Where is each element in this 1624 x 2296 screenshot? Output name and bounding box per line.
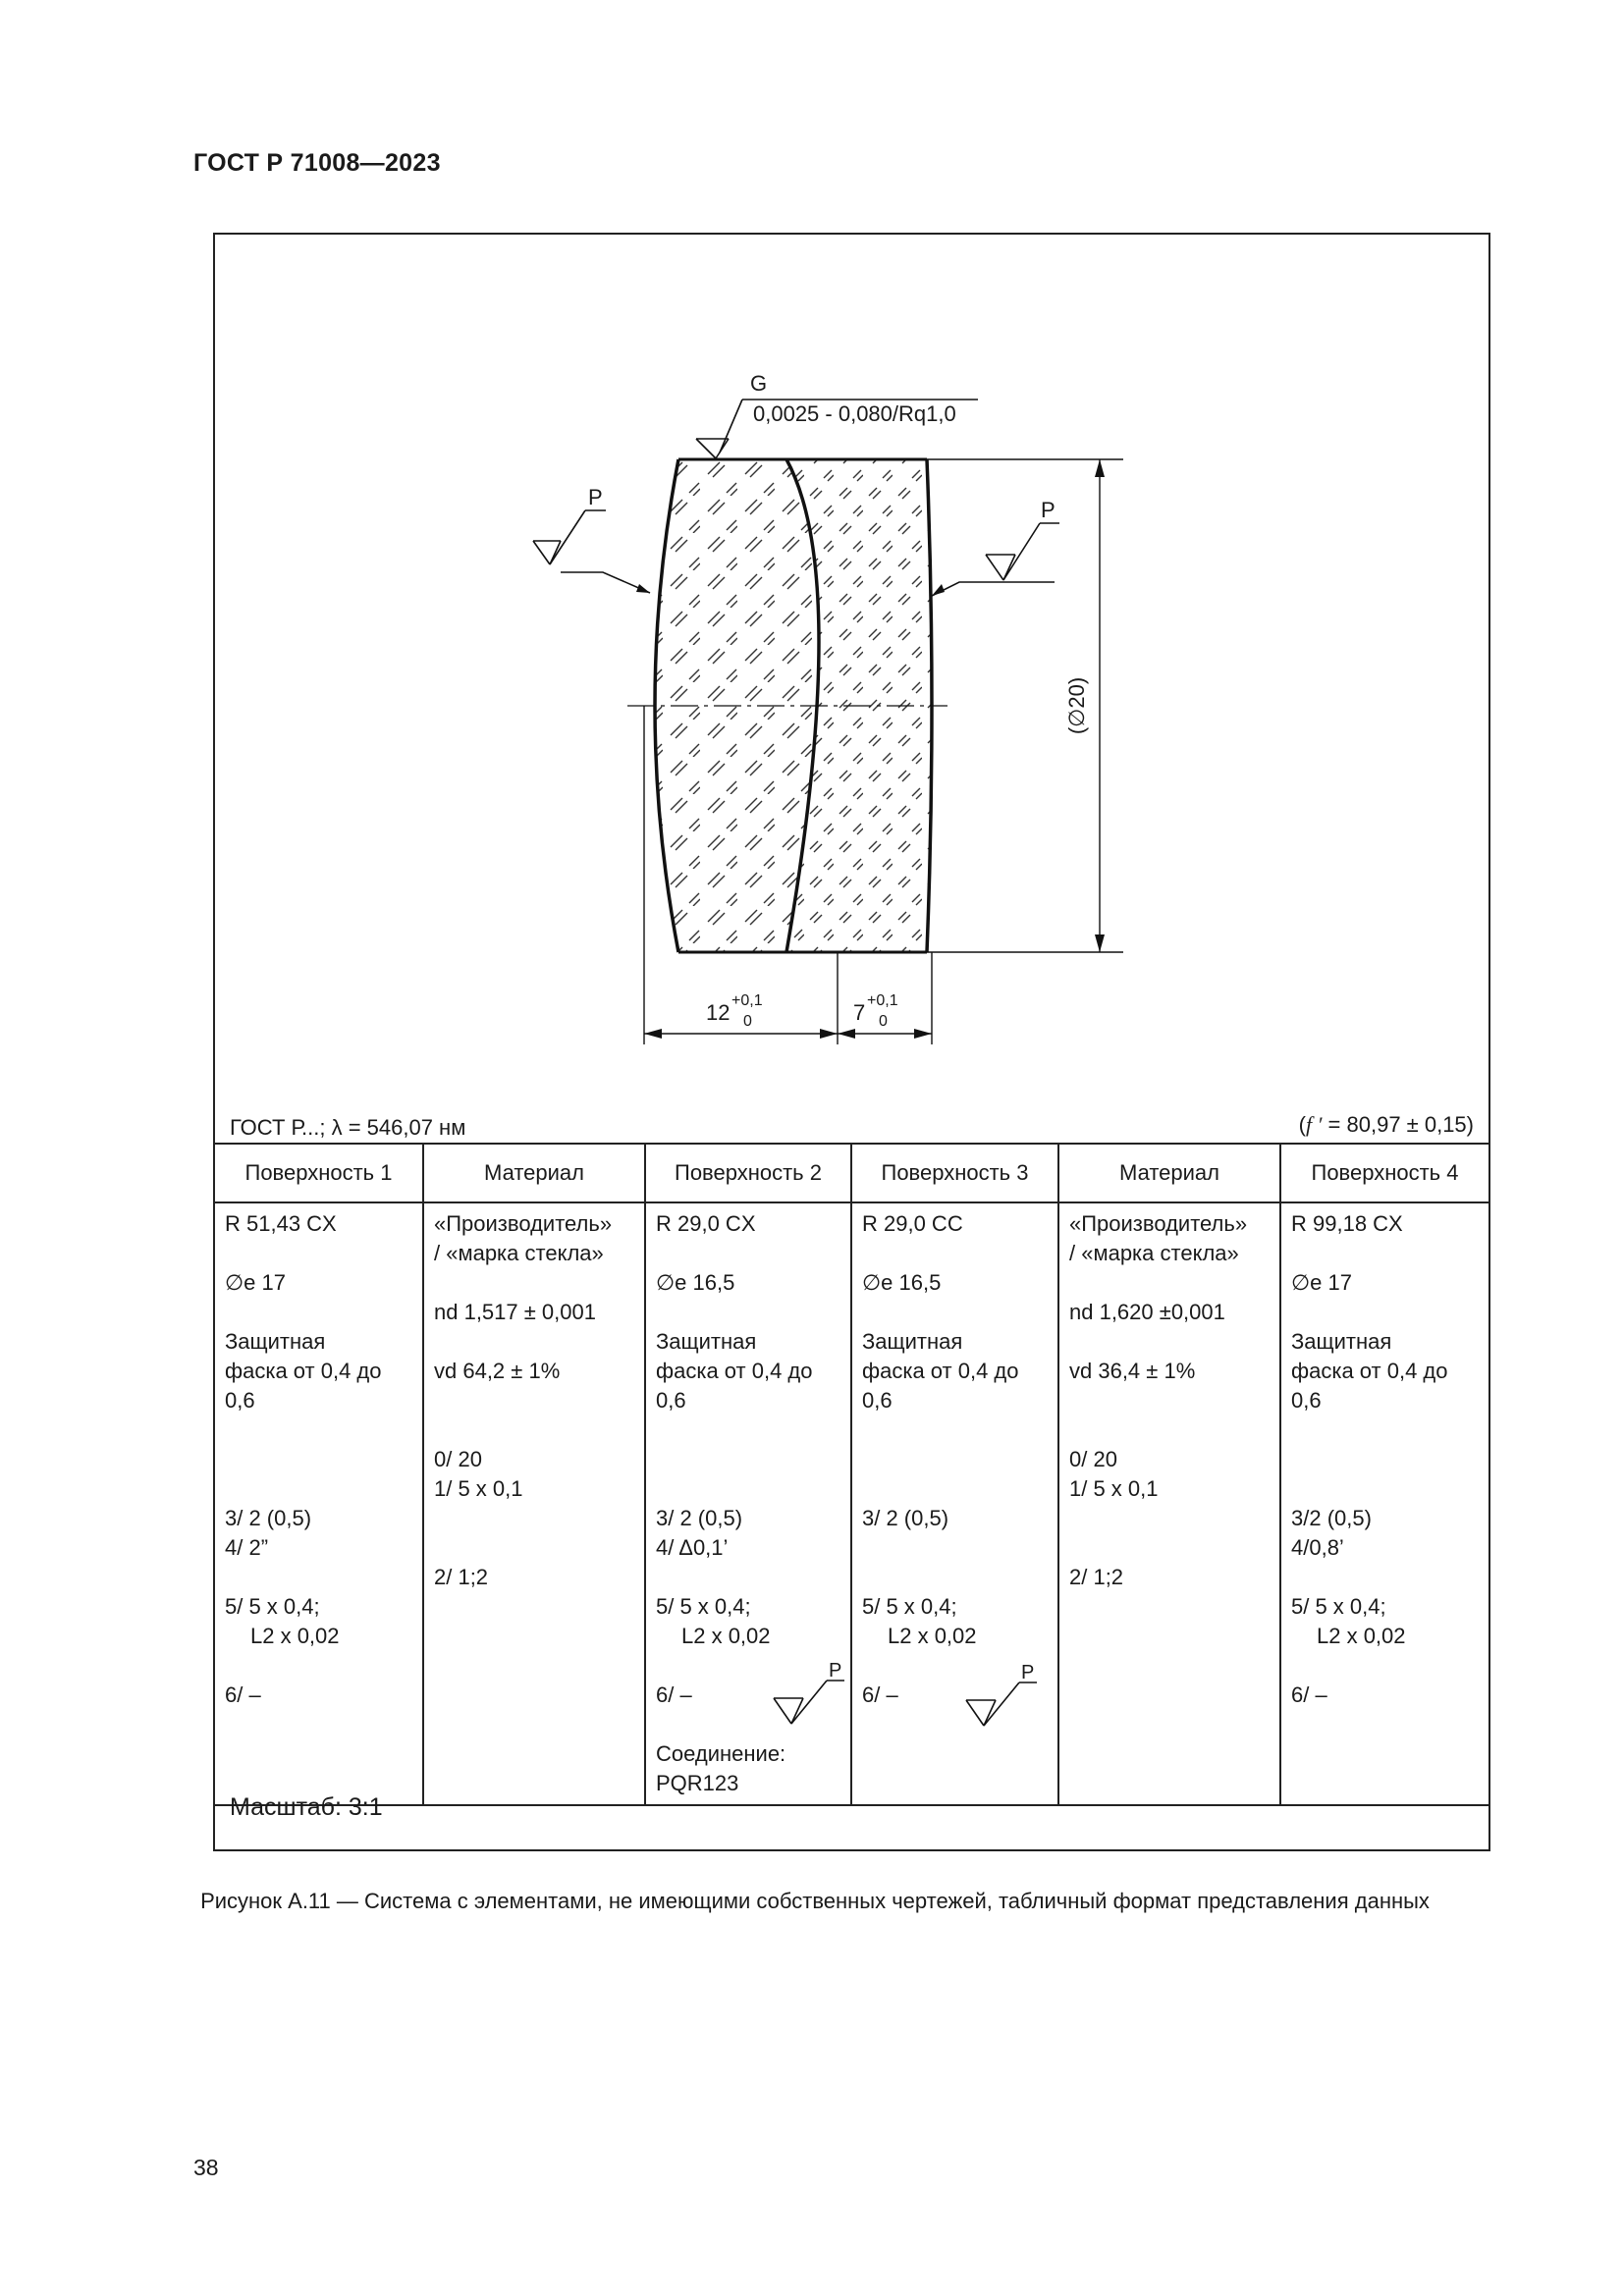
- surface-symbol-g: [696, 371, 978, 458]
- material-1-cell: «Производитель» / «марка стекла» nd 1,517 ± 0,001 vd 64,2 ± 1% 0/ 20 1/ 5 x 0,1 2/ 1;2: [423, 1202, 645, 1805]
- surface-symbol-left-p: [533, 485, 650, 593]
- header-material-1: Материал: [423, 1144, 645, 1202]
- page-number: 38: [193, 2155, 219, 2180]
- dim-right-upper: +0,1: [867, 992, 898, 1009]
- surface-note-g: G: [750, 371, 768, 396]
- header-surface-4: Поверхность 4: [1280, 1144, 1489, 1202]
- roughness-label-surface-3: P: [1021, 1665, 1035, 1683]
- diameter-label: (∅20): [1064, 676, 1089, 735]
- header-surface-1: Поверхность 1: [215, 1144, 423, 1202]
- header-surface-3: Поверхность 3: [851, 1144, 1058, 1202]
- surface-4-cell: R 99,18 CX ∅e 17 Защитная фаска от 0,4 до 0,6 3/2 (0,5) 4/0,8’ 5/ 5 x 0,4; L2 x 0,02 6/ –: [1280, 1202, 1489, 1805]
- material-2-cell: «Производитель» / «марка стекла» nd 1,620 ±0,001 vd 36,4 ± 1% 0/ 20 1/ 5 x 0,1 2/ 1;2: [1058, 1202, 1280, 1805]
- dim-right-lower: 0: [879, 1013, 888, 1030]
- focal-length-note: (f ′ = 80,97 ± 0,15): [1298, 1112, 1474, 1137]
- surface-label-left: P: [588, 485, 603, 509]
- surface-note-g-spec: 0,0025 - 0,080/Rq1,0: [753, 401, 956, 426]
- document-header: ГОСТ Р 71008—2023: [193, 149, 441, 177]
- table-body-row: [215, 1202, 1489, 1805]
- focal-symbol: f ′: [1305, 1112, 1323, 1137]
- surface-label-right: P: [1041, 498, 1056, 522]
- lens-drawing: [215, 235, 1489, 1118]
- scale-label: Масштаб: 3:1: [230, 1793, 383, 1821]
- dim-left-base: 12: [706, 1000, 731, 1025]
- surface-3-cell: R 29,0 CC ∅e 16,5 Защитная фаска от 0,4 до 0,6 3/ 2 (0,5) 5/ 5 x 0,4; L2 x 0,02 6/ – P: [851, 1202, 1058, 1805]
- dim-left-lower: 0: [743, 1013, 752, 1030]
- roughness-symbol-surface-2: [772, 1663, 850, 1732]
- surface-2-cell: R 29,0 CX ∅e 16,5 Защитная фаска от 0,4 до 0,6 3/ 2 (0,5) 4/ Δ0,1’ 5/ 5 x 0,4; L2 x 0,02 6/ – Соединение: PQR123 P: [645, 1202, 851, 1805]
- header-material-2: Материал: [1058, 1144, 1280, 1202]
- wavelength-note: ГОСТ Р...; λ = 546,07 нм: [230, 1115, 466, 1140]
- dim-right-base: 7: [853, 1000, 866, 1025]
- header-surface-2: Поверхность 2: [645, 1144, 851, 1202]
- figure-caption: Рисунок А.11 — Система с элементами, не имеющими собственных чертежей, табличный формат представления данных: [200, 1889, 1430, 1913]
- roughness-symbol-surface-3: [964, 1665, 1043, 1734]
- specification-table: [215, 1143, 1489, 1806]
- surface-symbol-right-p: [932, 498, 1059, 596]
- table-header-row: [215, 1144, 1489, 1202]
- drawing-frame: [213, 233, 1490, 1851]
- dim-left-upper: +0,1: [731, 992, 763, 1009]
- roughness-label-surface-2: P: [829, 1663, 842, 1682]
- surface-1-cell: R 51,43 CX ∅e 17 Защитная фаска от 0,4 до 0,6 3/ 2 (0,5) 4/ 2” 5/ 5 x 0,4; L2 x 0,02 6/ –: [215, 1202, 423, 1805]
- diameter-dimension: [927, 459, 1123, 952]
